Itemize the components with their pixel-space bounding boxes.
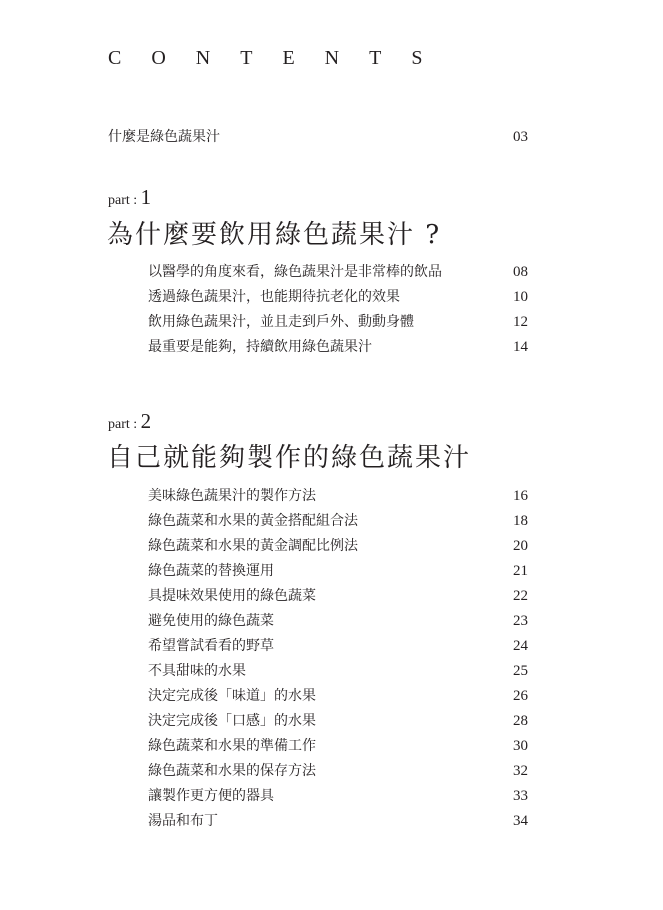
part-2-title: 自己就能夠製作的綠色蔬果汁 xyxy=(107,443,472,473)
toc-entry-title: 綠色蔬菜和水果的保存方法 xyxy=(148,763,316,779)
toc-entry[interactable] xyxy=(0,759,663,783)
toc-entry[interactable] xyxy=(0,310,663,334)
toc-entry-title: 具提味效果使用的綠色蔬菜 xyxy=(148,588,316,604)
toc-entry-page: 25 xyxy=(513,663,528,679)
part-2-label xyxy=(108,410,151,436)
toc-entry-page: 22 xyxy=(513,588,528,604)
toc-entry-intro[interactable] xyxy=(0,125,663,149)
toc-entry-page: 34 xyxy=(513,813,528,829)
toc-entry-page: 03 xyxy=(513,129,528,145)
toc-entry-title: 綠色蔬菜的替換運用 xyxy=(148,563,274,579)
toc-entry-title: 湯品和布丁 xyxy=(148,813,218,829)
toc-entry-page: 12 xyxy=(513,314,528,330)
toc-entry[interactable] xyxy=(0,534,663,558)
toc-entry-page: 28 xyxy=(513,713,528,729)
toc-entry[interactable] xyxy=(0,809,663,833)
toc-entry-title: 美味綠色蔬果汁的製作方法 xyxy=(148,488,316,504)
part-1-title: 為什麼要飲用綠色蔬果汁 ? xyxy=(107,220,442,250)
contents-heading: CONTENTS xyxy=(108,47,453,69)
toc-entry-title: 不具甜味的水果 xyxy=(148,663,246,679)
toc-entry-page: 16 xyxy=(513,488,528,504)
toc-entry[interactable] xyxy=(0,285,663,309)
toc-entry-title: 決定完成後「味道」的水果 xyxy=(148,688,316,704)
toc-entry-page: 08 xyxy=(513,264,528,280)
toc-entry-title: 以醫學的角度來看，綠色蔬果汁是非常棒的飲品 xyxy=(148,264,442,280)
toc-entry-page: 30 xyxy=(513,738,528,754)
toc-entry-page: 24 xyxy=(513,638,528,654)
toc-entry[interactable] xyxy=(0,684,663,708)
part-2-number: 2 xyxy=(140,409,152,433)
toc-entry[interactable] xyxy=(0,509,663,533)
toc-entry-title: 綠色蔬菜和水果的黃金調配比例法 xyxy=(148,538,358,554)
toc-entry-title: 綠色蔬菜和水果的準備工作 xyxy=(148,738,316,754)
toc-entry-title: 讓製作更方便的器具 xyxy=(148,788,274,804)
toc-entry[interactable] xyxy=(0,709,663,733)
part-1-prefix: part : xyxy=(108,193,141,208)
toc-entry[interactable] xyxy=(0,734,663,758)
toc-entry[interactable] xyxy=(0,335,663,359)
toc-entry[interactable] xyxy=(0,584,663,608)
toc-entry-title: 希望嘗試看看的野草 xyxy=(148,638,274,654)
toc-entry-title: 透過綠色蔬果汁，也能期待抗老化的效果 xyxy=(148,289,400,305)
toc-entry-page: 23 xyxy=(513,613,528,629)
toc-entry-page: 10 xyxy=(513,289,528,305)
toc-entry[interactable] xyxy=(0,784,663,808)
toc-entry-page: 32 xyxy=(513,763,528,779)
toc-entry[interactable] xyxy=(0,659,663,683)
toc-entry-page: 21 xyxy=(513,563,528,579)
toc-entry[interactable] xyxy=(0,609,663,633)
toc-entry-page: 18 xyxy=(513,513,528,529)
toc-entry-title: 決定完成後「口感」的水果 xyxy=(148,713,316,729)
part-1-number: 1 xyxy=(140,185,152,209)
toc-entry-title: 綠色蔬菜和水果的黃金搭配組合法 xyxy=(148,513,358,529)
toc-entry[interactable] xyxy=(0,634,663,658)
toc-entry[interactable] xyxy=(0,559,663,583)
toc-entry-page: 26 xyxy=(513,688,528,704)
toc-entry-page: 14 xyxy=(513,339,528,355)
toc-entry[interactable] xyxy=(0,260,663,284)
toc-entry-title: 避免使用的綠色蔬菜 xyxy=(148,613,274,629)
toc-entry-title: 最重要是能夠，持續飲用綠色蔬果汁 xyxy=(148,339,372,355)
toc-entry[interactable] xyxy=(0,484,663,508)
toc-entry-page: 20 xyxy=(513,538,528,554)
toc-entry-page: 33 xyxy=(513,788,528,804)
part-1-label xyxy=(108,186,151,212)
toc-entry-title: 什麼是綠色蔬果汁 xyxy=(108,129,220,145)
toc-entry-title: 飲用綠色蔬果汁，並且走到戶外、動動身體 xyxy=(148,314,414,330)
part-2-prefix: part : xyxy=(108,417,141,432)
